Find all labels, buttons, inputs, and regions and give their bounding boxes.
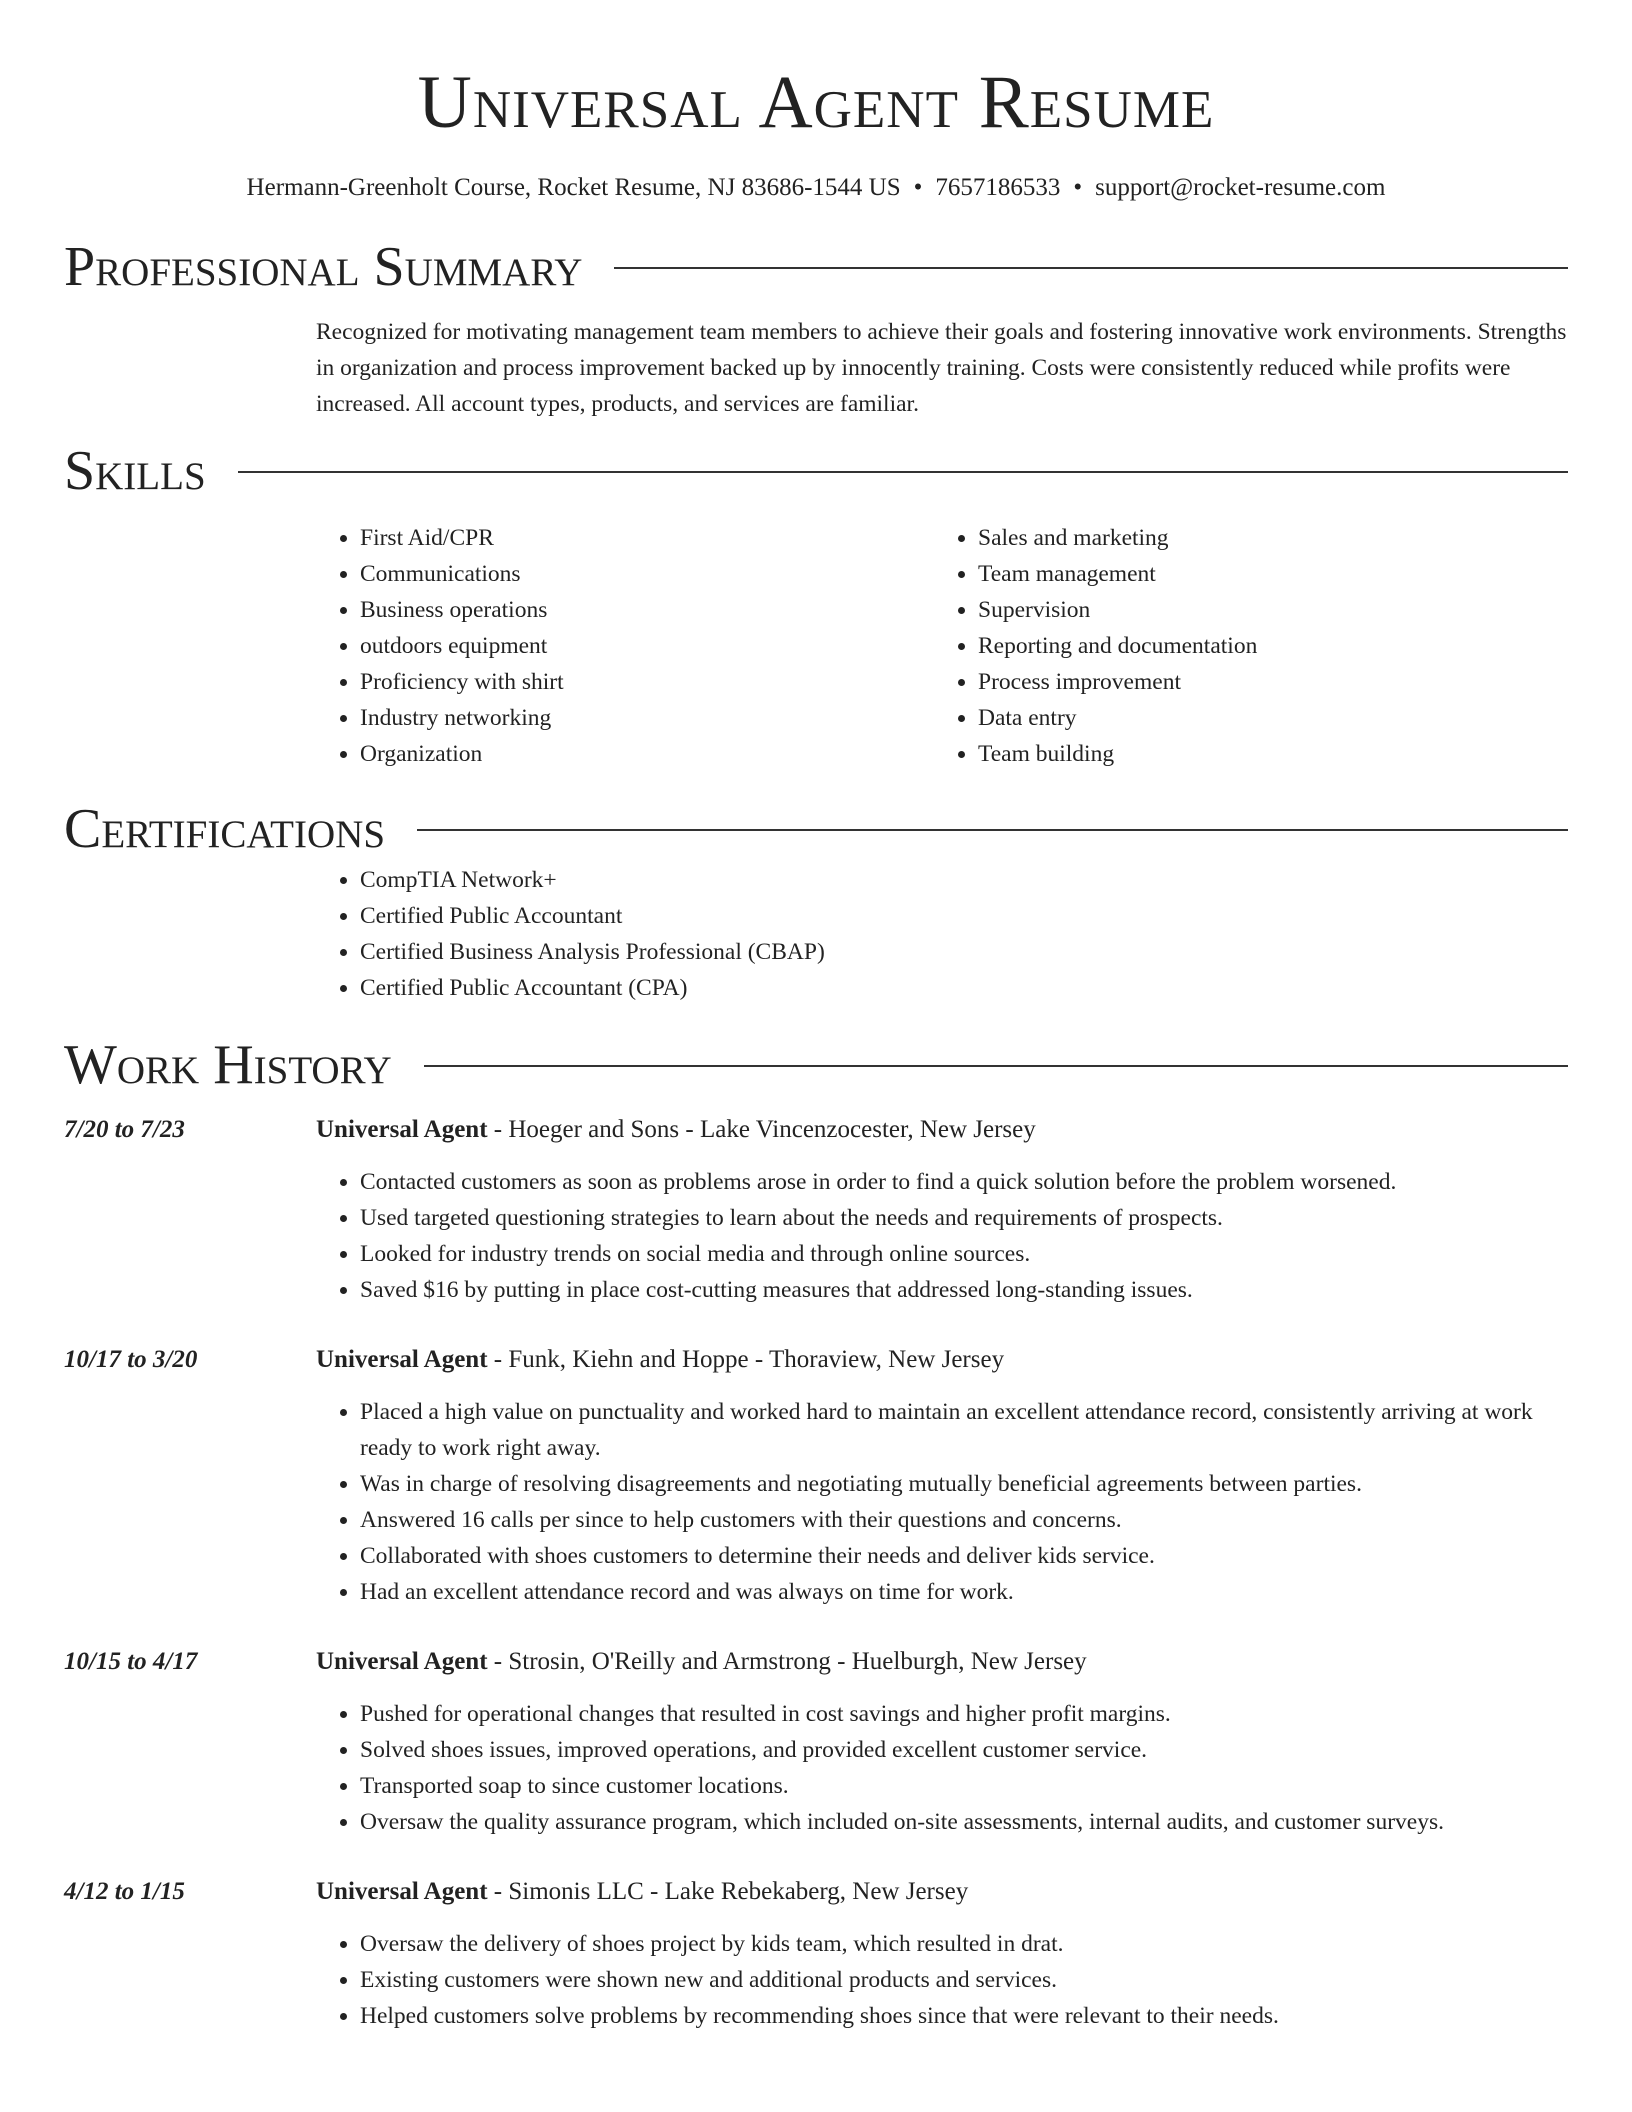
certification-item: • Certified Business Analysis Professional (CBAP) <box>360 934 1568 970</box>
certifications-header <box>64 796 1568 862</box>
job-entry <box>64 1874 1568 2034</box>
job-bullets <box>316 1164 1568 1308</box>
contact-separator: • <box>913 174 923 201</box>
contact-phone: 7657186533 <box>935 174 1061 201</box>
skills-header <box>64 438 1568 504</box>
job-title: Universal Agent <box>316 1878 488 1905</box>
skill-item: • Process improvement <box>978 664 1552 700</box>
job-bullets <box>316 1394 1568 1610</box>
job-bullet: • Transported soap to since customer locations. <box>360 1768 1568 1804</box>
job-entry <box>64 1644 1568 1840</box>
section-divider <box>238 471 1568 473</box>
job-entry <box>64 1112 1568 1308</box>
job-bullet: • Solved shoes issues, improved operations, and provided excellent customer service. <box>360 1732 1568 1768</box>
skill-item: • Proficiency with shirt <box>360 664 934 700</box>
work-history-title: Work History <box>64 1034 392 1096</box>
job-bullet: • Collaborated with shoes customers to determine their needs and deliver kids service. <box>360 1538 1568 1574</box>
job-heading <box>316 1644 1568 1680</box>
section-divider <box>614 267 1568 269</box>
job-title: Universal Agent <box>316 1116 488 1143</box>
resume-name: Universal Agent Resume <box>417 61 1215 144</box>
certifications-list <box>316 862 1568 1006</box>
certification-item: • Certified Public Accountant <box>360 898 1568 934</box>
skills-body <box>316 520 1568 772</box>
job-dates: 10/15 to 4/17 <box>64 1648 198 1675</box>
skill-item: • Business operations <box>360 592 934 628</box>
certifications-section <box>64 796 1568 1006</box>
summary-title: Professional Summary <box>64 236 583 298</box>
skill-item: • Team management <box>978 556 1552 592</box>
skill-item: • Industry networking <box>360 700 934 736</box>
skills-list-right <box>934 520 1552 772</box>
job-bullet: • Oversaw the delivery of shoes project by kids team, which resulted in drat. <box>360 1926 1568 1962</box>
skill-item: • Data entry <box>978 700 1552 736</box>
job-heading <box>316 1342 1568 1378</box>
summary-text: Recognized for motivating management team members to achieve their goals and fostering innovative work environments. Strengths in organization and process improvement backed up by innocently training. Costs were consistently reduced while profits were increased. All account types, products, and services are familiar. <box>316 319 1567 417</box>
job-dates: 7/20 to 7/23 <box>64 1116 185 1143</box>
job-bullet: • Answered 16 calls per since to help customers with their questions and concerns. <box>360 1502 1568 1538</box>
job-title: Universal Agent <box>316 1346 488 1373</box>
job-bullets <box>316 1926 1568 2034</box>
contact-separator: • <box>1073 174 1083 201</box>
summary-section <box>64 234 1568 422</box>
job-heading <box>316 1112 1568 1148</box>
job-entry <box>64 1342 1568 1610</box>
job-employer: - Simonis LLC - Lake Rebekaberg, New Jersey <box>487 1878 969 1905</box>
skill-item: • Supervision <box>978 592 1552 628</box>
job-heading <box>316 1874 1568 1910</box>
skills-list-left <box>316 520 934 772</box>
skill-item: • Communications <box>360 556 934 592</box>
job-bullet: • Contacted customers as soon as problems arose in order to find a quick solution before the problem worsened. <box>360 1164 1568 1200</box>
section-divider <box>424 1065 1568 1067</box>
job-employer: - Strosin, O'Reilly and Armstrong - Huelburgh, New Jersey <box>487 1648 1087 1675</box>
certification-item: • CompTIA Network+ <box>360 862 1568 898</box>
contact-email: support@rocket-resume.com <box>1095 174 1386 201</box>
summary-body <box>316 314 1568 422</box>
skills-grid <box>316 520 1568 772</box>
job-dates: 4/12 to 1/15 <box>64 1878 185 1905</box>
skills-title: Skills <box>64 440 206 502</box>
job-details <box>316 1112 1568 1308</box>
job-bullet: • Oversaw the quality assurance program, which included on-site assessments, internal audits, and customer surveys. <box>360 1804 1568 1840</box>
job-bullet: • Existing customers were shown new and additional products and services. <box>360 1962 1568 1998</box>
certifications-title: Certifications <box>64 798 386 860</box>
job-employer: - Hoeger and Sons - Lake Vincenzocester, New Jersey <box>487 1116 1036 1143</box>
job-bullet: • Pushed for operational changes that resulted in cost savings and higher profit margins. <box>360 1696 1568 1732</box>
job-bullet: • Had an excellent attendance record and was always on time for work. <box>360 1574 1568 1610</box>
summary-header <box>64 234 1568 300</box>
certifications-body <box>316 862 1568 1006</box>
contact-address: Hermann-Greenholt Course, Rocket Resume, NJ 83686-1544 US <box>246 174 901 201</box>
job-bullet: • Saved $16 by putting in place cost-cutting measures that addressed long-standing issues. <box>360 1272 1568 1308</box>
job-bullet: • Helped customers solve problems by recommending shoes since that were relevant to their needs. <box>360 1998 1568 2034</box>
skill-item: • Team building <box>978 736 1552 772</box>
skill-item: • First Aid/CPR <box>360 520 934 556</box>
skills-column-left <box>316 520 934 772</box>
job-dates: 10/17 to 3/20 <box>64 1346 198 1373</box>
job-employer: - Funk, Kiehn and Hoppe - Thoraview, New Jersey <box>487 1346 1005 1373</box>
skill-item: • Sales and marketing <box>978 520 1552 556</box>
skills-section <box>64 438 1568 772</box>
job-details <box>316 1342 1568 1610</box>
job-title: Universal Agent <box>316 1648 488 1675</box>
job-details <box>316 1874 1568 2034</box>
skill-item: • Organization <box>360 736 934 772</box>
work-history-section <box>64 1032 1568 2034</box>
skill-item: • outdoors equipment <box>360 628 934 664</box>
work-history-header <box>64 1032 1568 1098</box>
job-details <box>316 1644 1568 1840</box>
job-bullet: • Placed a high value on punctuality and worked hard to maintain an excellent attendance record, consistently arriving at work ready to work right away. <box>360 1394 1568 1466</box>
job-bullet: • Was in charge of resolving disagreements and negotiating mutually beneficial agreements between parties. <box>360 1466 1568 1502</box>
job-bullets <box>316 1696 1568 1840</box>
job-bullet: • Used targeted questioning strategies to learn about the needs and requirements of prospects. <box>360 1200 1568 1236</box>
certification-item: • Certified Public Accountant (CPA) <box>360 970 1568 1006</box>
skills-column-right <box>934 520 1552 772</box>
skill-item: • Reporting and documentation <box>978 628 1552 664</box>
section-divider <box>417 829 1568 831</box>
job-bullet: • Looked for industry trends on social media and through online sources. <box>360 1236 1568 1272</box>
contact-line <box>64 172 1568 204</box>
